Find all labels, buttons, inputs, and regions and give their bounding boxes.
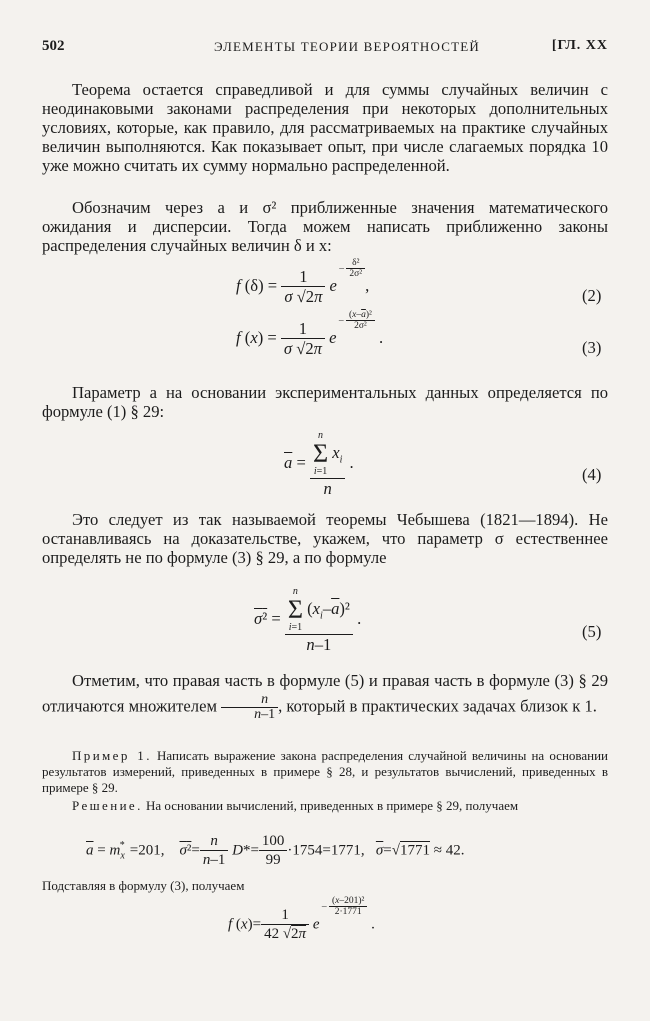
- solution-text: На основании вычислений, приведенных в примере § 29, получаем: [146, 798, 519, 813]
- example-label: Пример 1.: [72, 748, 152, 763]
- equation-3: f (x) = $\frac{1}{\sigma √2\pi}$ e – $\frac{(x-\overline{a})^2}{\text{2σ²}}$ .: [236, 310, 384, 358]
- equation-2-number: (2): [582, 286, 602, 305]
- example-text: Написать выражение закона распределения случайной величины на основании результатов измерений, приведенных в примере § 28, и результатов вычислений, приведенных в примере § 29.: [42, 748, 609, 795]
- solution: [42, 798, 608, 814]
- running-title: ЭЛЕМЕНТЫ ТЕОРИИ ВЕРОЯТНОСТЕЙ: [214, 39, 481, 54]
- equation-3-number: (3): [582, 338, 602, 357]
- paragraph-2: Обозначим через a и σ² приближенные значения математического ожидания и дисперсии. Тогда можем написать приближенно законы распределения случайных величин δ и x:: [42, 198, 608, 255]
- paragraph-3: Параметр a на основании экспериментальных данных определяется по формуле (1) § 29:: [42, 383, 608, 421]
- equation-5: σ² = n Σ i=1 $(x_i-\overline{a})^2$ n–1 .: [254, 586, 362, 654]
- example-1: [42, 748, 608, 796]
- paragraph-5: Отметим, что правая часть в формуле (5) и правая часть в формуле (3) § 29 отличаются множителем $\frac{n}{n-1}$ , который в практических задачах близок к 1.: [42, 671, 608, 722]
- equation-5-number: (5): [582, 622, 602, 641]
- paragraph-4: Это следует из так называемой теоремы Чебышева (1821—1894). Не останавливаясь на доказательстве, укажем, что параметр σ естественнее определять не по формуле (3) § 29, а по формуле: [42, 510, 608, 567]
- page-number: 502: [42, 38, 65, 54]
- chapter-label: [ГЛ. XX: [551, 38, 608, 53]
- equation-2: f (δ) = $\frac{1}{\sigma √2\pi}$ e – $\frac{\text{δ²}}{\text{2σ²}}$ ,: [236, 258, 370, 306]
- substitute-line: Подставляя в формулу (3), получаем: [42, 878, 245, 893]
- final-formula: f (x)= $\frac{1}{42 √2\pi}$ e – $\frac{\text{(x–201)²}}{2\cdot 1771}$ .: [228, 896, 375, 942]
- solution-formula: $\overline{a} = m_x^* =201$, σ²= $\frac{n}{n-1}$ D*= $\frac{100}{99}$ ·1754=1771, $\overline{\sigma}=√1771 \approx 42$.: [86, 833, 465, 868]
- paragraph-5-part-1: Отметим, что правая часть в формуле (5) и правая часть в формуле (3) § 29 отличаются множителем: [42, 671, 608, 716]
- equation-4-number: (4): [582, 465, 602, 484]
- equation-4: $\overline{a}$ = n Σ i=1 $x_i$ n .: [284, 430, 354, 498]
- page-header: [42, 38, 608, 62]
- paragraph-5-part-2: , который в практических задачах близок к 1.: [278, 696, 597, 716]
- paragraph-1: Теорема остается справедливой и для суммы случайных величин с неодинаковыми законами распределения при некоторых дополнительных условиях, которые, как правило, для рассматриваемых на практике случайных величин выполняются. Как показывает опыт, при числе слагаемых порядка 10 уже можно считать их сумму нормально распределенной.: [42, 80, 608, 175]
- solution-label: Решение.: [72, 798, 143, 813]
